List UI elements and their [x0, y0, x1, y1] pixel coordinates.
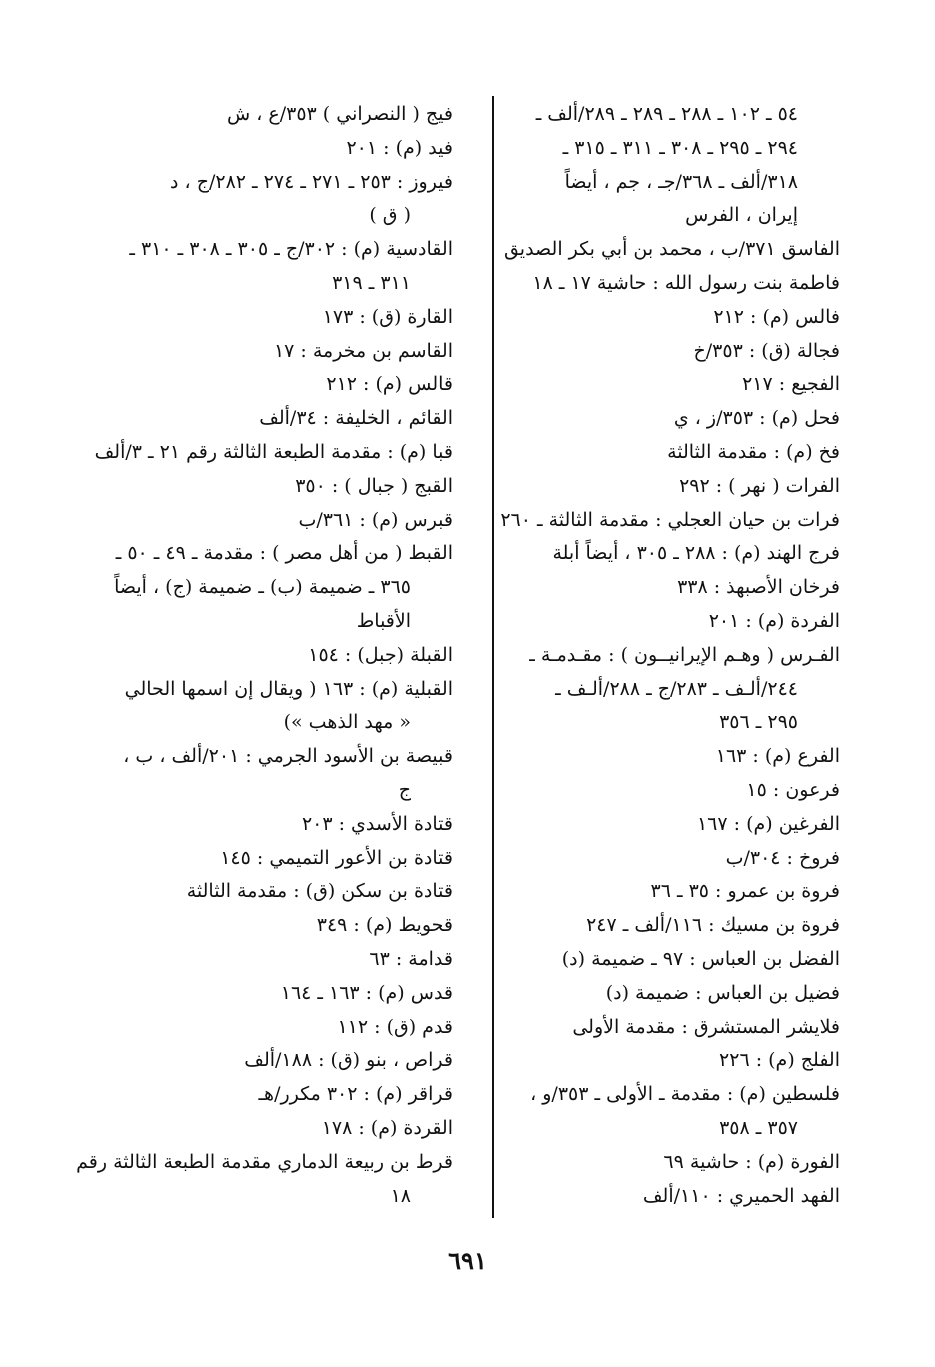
- index-entry: الفرغين (م) : ١٦٧: [696, 812, 840, 835]
- index-entry: فلايشر المستشرق : مقدمة الأولى: [572, 1015, 840, 1038]
- index-entry: الفضل بن العباس : ٩٧ ـ ضميمة (د): [561, 947, 840, 970]
- index-entry: القائم ، الخليفة : ٣٤/ألف: [259, 407, 453, 430]
- index-column-right: [462, 98, 840, 1213]
- index-column-left: [76, 98, 453, 1213]
- index-entry-continuation: ٣١٨/ألف ـ ٣٦٨/جـ ، جم ، أيضاً: [564, 170, 798, 193]
- index-entry: الفرع (م) : ١٦٣: [715, 745, 840, 768]
- index-entry-continuation: ٢٤٤/ألـف ـ ٢٨٣/ج ـ ٢٨٨/ألـف ـ: [555, 677, 798, 700]
- index-entry-continuation: ٢٩٥ ـ ٣٥٦: [719, 711, 798, 734]
- index-entry: القردة (م) : ١٧٨: [321, 1116, 453, 1139]
- index-entry-continuation: ٣٥٧ ـ ٣٥٨: [719, 1116, 798, 1139]
- index-entry-continuation: إيران ، الفرس: [685, 204, 798, 227]
- index-entry: الفاسق ٣٧١/ب ، محمد بن أبي بكر الصديق: [503, 238, 840, 261]
- index-entry: فروخ : ٣٠٤/ب: [725, 846, 840, 869]
- index-entry: القبلية (م) : ١٦٣ ( ويقال إن اسمها الحالي: [124, 677, 453, 700]
- index-entry: الفجيع : ٢١٧: [742, 373, 840, 396]
- index-entry: القاسم بن مخرمة : ١٧: [273, 339, 453, 362]
- index-entry: فجالة (ق) : ٣٥٣/خ: [693, 339, 840, 362]
- index-entry: قالس (م) : ٢١٢: [326, 373, 453, 396]
- index-entry: قتادة بن سكن (ق) : مقدمة الثالثة: [186, 880, 453, 903]
- index-entry: القادسية (م) : ٣٠٢/ج ـ ٣٠٥ ـ ٣٠٨ ـ ٣١٠ ـ: [129, 238, 453, 261]
- index-entry: قبيصة بن الأسود الجرمي : ٢٠١/ألف ، ب ،: [123, 745, 453, 768]
- index-entry: قبرس (م) : ٣٦١/ب: [298, 508, 453, 531]
- index-entry-continuation: ٥٤ ـ ١٠٢ ـ ٢٨٨ ـ ٢٨٩ ـ ٢٨٩/ألف ـ: [535, 103, 798, 125]
- index-entry-continuation: ٢٩٤ ـ ٢٩٥ ـ ٣٠٨ ـ ٣١١ ـ ٣١٥ ـ: [562, 136, 798, 159]
- index-entry-continuation: ( ق ): [369, 204, 411, 227]
- index-entry: قراص ، بنو (ق) : ١٨٨/ألف: [244, 1049, 453, 1072]
- index-entry: فضيل بن العباس : ضميمة (د): [605, 981, 840, 1004]
- index-entry-continuation: الأقباط: [356, 609, 411, 632]
- column-divider: [492, 96, 494, 1218]
- index-entry: قدامة : ٦٣: [369, 947, 453, 970]
- index-entry: الفـرس ( وهـم الإيرانيــون ) : مقـدمـة ـ: [529, 643, 840, 666]
- index-entry: القبط ( من أهل مصر ) : مقدمة ـ ٤٩ ـ ٥٠ ـ: [115, 542, 453, 565]
- index-entry: القارة (ق) : ١٧٣: [322, 305, 453, 328]
- index-entry: فروة بن عمرو : ٣٥ ـ ٣٦: [650, 880, 840, 903]
- index-entry: الفردة (م) : ٢٠١: [708, 609, 840, 632]
- index-entry: قبا (م) : مقدمة الطبعة الثالثة رقم ٢١ ـ ٣/ألف: [94, 440, 453, 463]
- index-entry: فرات بن حيان العجلي : مقدمة الثالثة ـ ٢٦٠: [500, 508, 840, 531]
- index-entry: قدس (م) : ١٦٣ ـ ١٦٤: [280, 981, 453, 1004]
- index-entry: الفهد الحميري : ١١٠/ألف: [642, 1184, 840, 1207]
- index-entry: قدم (ق) : ١١٢: [337, 1015, 453, 1038]
- index-entry: فاطمة بنت رسول الله : حاشية ١٧ ـ ١٨: [532, 271, 840, 294]
- index-entry: قراقر (م) : ٣٠٢ مكرر/هـ: [258, 1083, 453, 1106]
- index-entry-continuation: ١٨: [390, 1184, 411, 1207]
- index-entry: قحويط (م) : ٣٤٩: [316, 914, 453, 937]
- index-entry: قتادة بن الأعور التميمي : ١٤٥: [220, 846, 453, 869]
- index-entry: فروة بن مسيك : ١١٦/ألف ـ ٢٤٧: [586, 914, 840, 937]
- index-entry: القبج ( جبال ) : ٣٥٠: [295, 474, 453, 497]
- index-entry-continuation: ج: [398, 778, 411, 801]
- index-entry: فلسطين (م) : مقدمة ـ الأولى ـ ٣٥٣/و ،: [530, 1083, 840, 1106]
- index-entry: فرخان الأصبهذ : ٣٣٨: [677, 576, 840, 599]
- index-entry-continuation: ٣٦٥ ـ ضميمة (ب) ـ ضميمة (ج) ، أيضاً: [114, 576, 411, 599]
- index-entry: قرط بن ربيعة الدماري مقدمة الطبعة الثالثة رقم: [76, 1150, 453, 1173]
- index-entry: قتادة الأسدي : ٢٠٣: [301, 812, 453, 835]
- index-entry-continuation: « مهد الذهب »): [283, 711, 411, 734]
- index-entry: الفلج (م) : ٢٢٦: [719, 1049, 840, 1072]
- index-entry: القبلة (جبل) : ١٥٤: [308, 643, 453, 666]
- index-entry: فالس (م) : ٢١٢: [713, 305, 840, 328]
- page-number: ٦٩١: [448, 1246, 487, 1275]
- index-entry: فرج الهند (م) : ٢٨٨ ـ ٣٠٥ ، أيضاً أبلة: [552, 542, 840, 565]
- index-entry: الفورة (م) : حاشية ٦٩: [663, 1150, 840, 1173]
- index-entry: فيد (م) : ٢٠١: [346, 136, 453, 159]
- index-entry: فحل (م) : ٣٥٣/ز ، ي: [673, 407, 840, 430]
- index-entry: الفرات ( نهر ) : ٢٩٢: [679, 474, 840, 497]
- index-entry-continuation: ٣١١ ـ ٣١٩: [332, 271, 411, 294]
- index-entry: فيروز : ٢٥٣ ـ ٢٧١ ـ ٢٧٤ ـ ٢٨٢/ج ، د: [170, 170, 453, 193]
- index-entry: فرعون : ١٥: [746, 778, 840, 801]
- index-entry: فيج ( النصراني ) ٣٥٣/ع ، ش: [226, 103, 453, 125]
- index-entry: فخ (م) : مقدمة الثالثة: [667, 440, 840, 463]
